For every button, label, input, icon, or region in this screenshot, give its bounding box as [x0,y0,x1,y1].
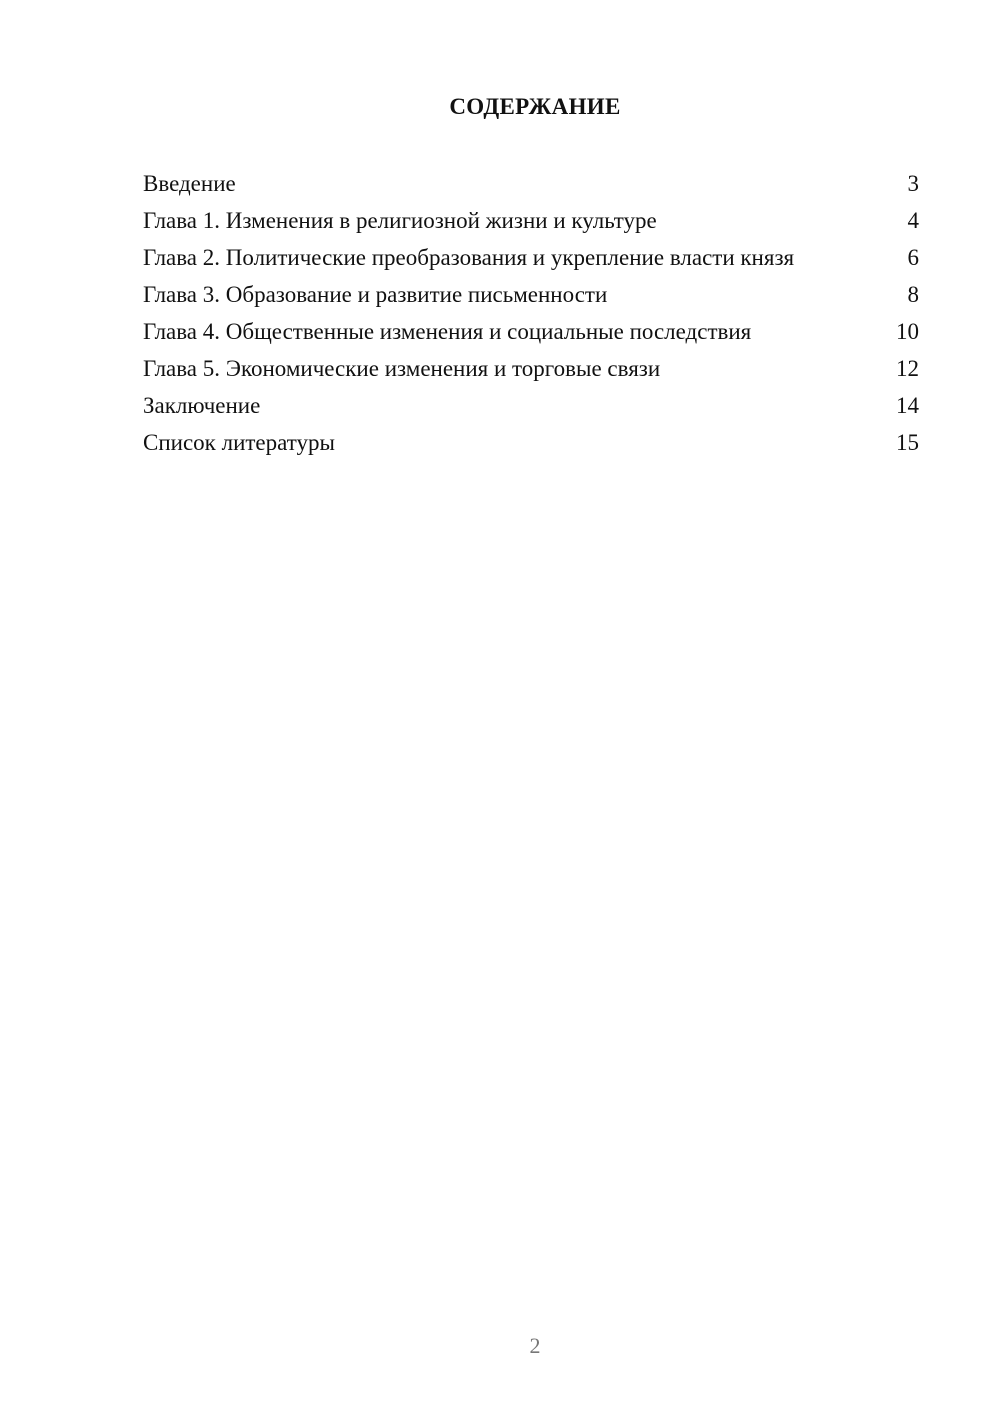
toc-entry-chapter-5[interactable] [143,355,919,382]
toc-entry-page: 10 [896,319,919,344]
toc-entry-label: Глава 2. Политические преобразования и укрепление власти князя [143,245,795,270]
toc-entry-label: Глава 1. Изменения в религиозной жизни и культуре [143,208,657,233]
toc-entry-label: Список литературы [143,430,335,455]
toc-entry-page: 3 [907,171,919,196]
toc-entry-chapter-4[interactable] [143,318,919,345]
toc-entry-label: Заключение [143,393,261,418]
toc-entry-label: Глава 4. Общественные изменения и социальные последствия [143,319,752,344]
toc-entry-page: 4 [907,208,919,233]
page-number: 2 [529,1333,541,1358]
toc-entry-page: 12 [896,356,919,381]
toc-entry-chapter-3[interactable] [143,281,919,308]
toc-entry-chapter-2[interactable] [143,244,919,271]
page-title: СОДЕРЖАНИЕ [449,94,621,119]
toc-entry-page: 15 [896,430,919,455]
toc-entry-label: Введение [143,171,236,196]
toc-entry-page: 6 [907,245,919,270]
toc-entry-introduction[interactable] [143,170,919,197]
toc-entry-label: Глава 3. Образование и развитие письменности [143,282,608,307]
toc-entry-page: 14 [896,393,919,418]
table-of-contents [143,170,919,466]
toc-entry-conclusion[interactable] [143,392,919,419]
toc-entry-label: Глава 5. Экономические изменения и торговые связи [143,356,661,381]
toc-entry-chapter-1[interactable] [143,207,919,234]
toc-entry-page: 8 [907,282,919,307]
toc-entry-references[interactable] [143,429,919,456]
